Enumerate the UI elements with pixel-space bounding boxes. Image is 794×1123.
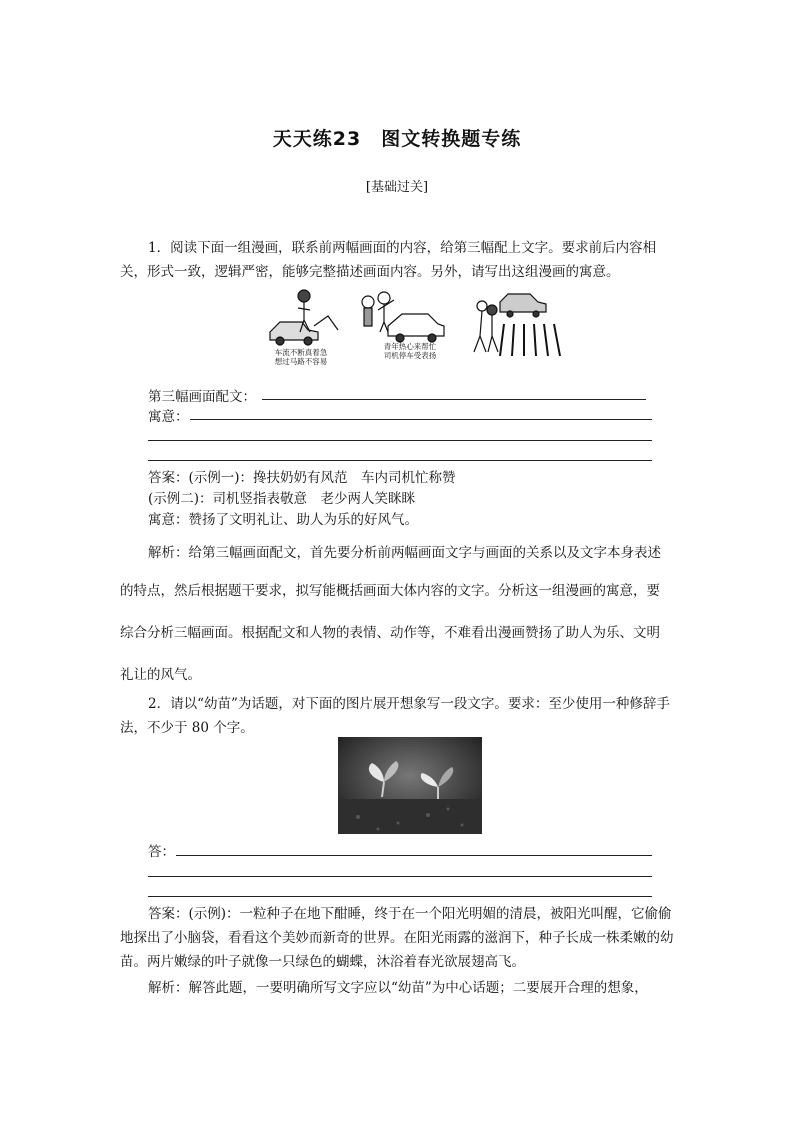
answer-line-moral-2[interactable] — [148, 440, 652, 441]
q2-analysis: 解析：解答此题，一要明确所写文字应以“幼苗”为中心话题；二要展开合理的想象， — [148, 980, 648, 996]
answer-line-1[interactable] — [176, 855, 652, 856]
answer-line-2[interactable] — [148, 876, 652, 877]
q1-analysis-line-2: 的特点，然后根据题干要求，拟写能概括画面大体内容的文字。分析这一组漫画的寓意，要 — [120, 583, 660, 599]
comic-caption-1-line-2: 想过马路不容易 — [274, 357, 328, 366]
answer-line-moral-3[interactable] — [148, 460, 652, 461]
comic-caption-1 — [266, 348, 336, 366]
comic-caption-2-line-1: 青年热心来帮忙 — [383, 342, 437, 351]
comic-caption-2 — [374, 342, 446, 360]
section-heading: [基础过关] — [365, 180, 429, 195]
question-1-prompt: 1．阅读下面一组漫画，联系前两幅画面的内容，给第三幅配上文字。要求前后内容相关，形式一致，逻辑严密，能够完整描述画面内容。另外，请写出这组漫画的寓意。 — [120, 240, 657, 280]
q1-answer-line-2: (示例二)：司机竖指表敬意 老少两人笑眯眯 — [148, 491, 416, 507]
label-answer: 答： — [148, 844, 175, 860]
q1-analysis-line-1: 解析：给第三幅画面配文，首先要分析前两幅画面文字与画面的关系以及文字本身表述 — [148, 545, 661, 561]
seedling-icon — [338, 737, 482, 834]
answer-line-moral-1[interactable] — [190, 419, 652, 420]
q1-analysis-line-3: 综合分析三幅画面。根据配文和人物的表情、动作等，不难看出漫画赞扬了助人为乐、文明 — [120, 625, 660, 641]
answer-line-3[interactable] — [148, 896, 652, 897]
q1-analysis-line-4: 礼让的风气。 — [120, 667, 201, 683]
q1-answer-line-3: 寓意：赞扬了文明礼让、助人为乐的好风气。 — [148, 512, 418, 528]
comic-caption-2-line-2: 司机停车受表扬 — [383, 351, 437, 360]
comic-caption-1-line-1: 车流不断真着急 — [274, 348, 328, 357]
page-title: 天天练23 图文转换题专练 — [272, 128, 522, 150]
question-2-prompt: 2．请以“幼苗”为话题，对下面的图片展开想象写一段文字。要求：至少使用一种修辞手法，不少于 80 个字。 — [120, 696, 670, 736]
q1-answer-line-1: 答案：(示例一)：搀扶奶奶有风范 车内司机忙称赞 — [148, 470, 456, 486]
q2-answer: 答案：(示例)：一粒种子在地下酣睡，终于在一个阳光明媚的清晨，被阳光叫醒，它偷偷地探出了小脑袋，看看这个美妙而新奇的世界。在阳光雨露的滋润下，种子长成一株柔嫩的幼苗。两片嫩绿的叶子就像一只绿色的蝴蝶，沐浴着春光欲展翅高飞。 — [120, 906, 674, 970]
answer-line-third-caption[interactable] — [262, 399, 646, 400]
seedling-photo — [338, 737, 482, 834]
label-moral: 寓意： — [148, 409, 189, 425]
label-third-caption: 第三幅画面配文： — [148, 389, 256, 405]
